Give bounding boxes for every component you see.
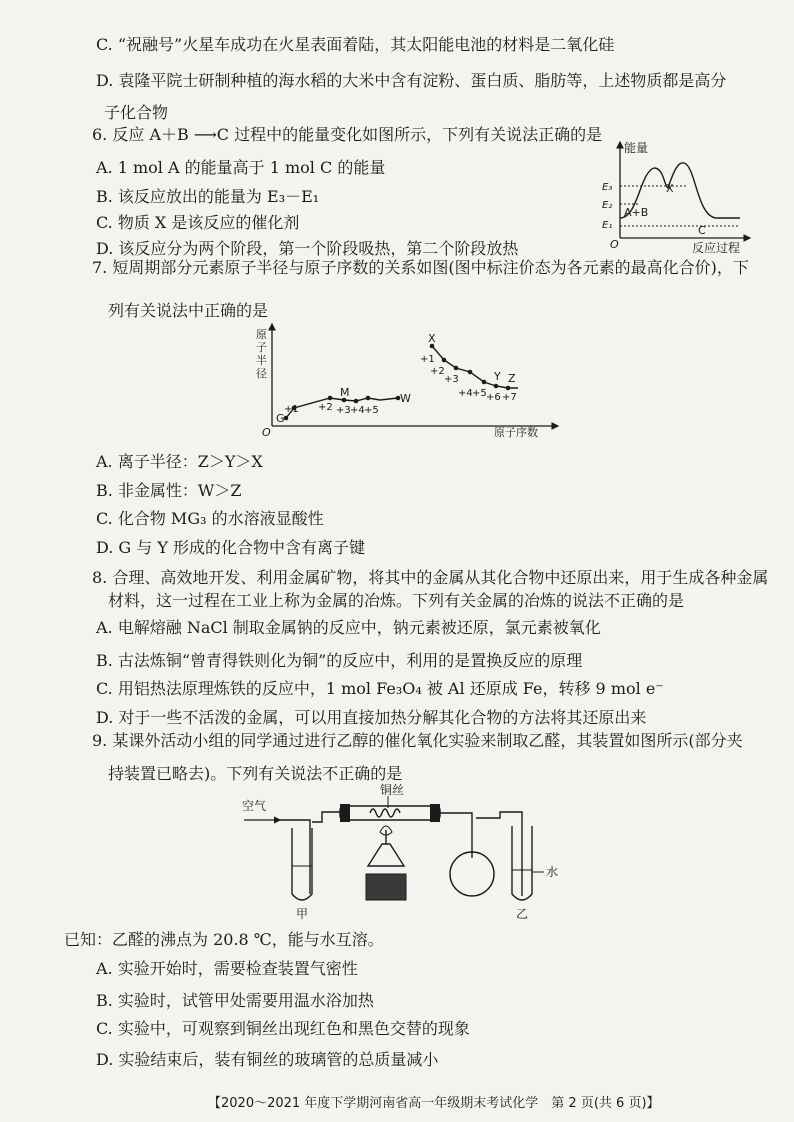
energy-ylabel: 能量 bbox=[624, 141, 649, 155]
q8-stem-cont: 材料，这一过程在工业上称为金属的冶炼。下列有关金属的冶炼的说法不正确的是 bbox=[108, 591, 685, 610]
radius-origin: O bbox=[262, 426, 271, 439]
flask-outlet bbox=[476, 812, 522, 896]
q6-option-b: B. 该反应放出的能量为 E₃－E₁ bbox=[96, 187, 320, 206]
q8-stem: 8. 合理、高效地开发、利用金属矿物，将其中的金属从其化合物中还原出来，用于生成各种金属 bbox=[92, 568, 769, 587]
label-x: X bbox=[428, 332, 436, 345]
q5-option-c: C. “祝融号”火星车成功在火星表面着陆，其太阳能电池的材料是二氧化硅 bbox=[96, 35, 615, 54]
lamp-block bbox=[366, 874, 406, 900]
label-z: Z bbox=[508, 372, 516, 385]
stopper-right bbox=[430, 804, 440, 822]
label-val-2: +2 bbox=[318, 402, 333, 413]
label-y: Y bbox=[494, 370, 501, 383]
point-m bbox=[354, 399, 359, 404]
c-label: C bbox=[698, 224, 706, 237]
label-val-5: +5 bbox=[364, 405, 379, 416]
point-z bbox=[506, 386, 511, 391]
q6-option-c: C. 物质 X 是该反应的催化剂 bbox=[96, 213, 300, 232]
e2-label: E₂ bbox=[602, 200, 613, 211]
label-val-4: +4 bbox=[350, 405, 365, 416]
q9-option-d: D. 实验结束后，装有铜丝的玻璃管的总质量减小 bbox=[96, 1050, 439, 1069]
alcohol-lamp bbox=[368, 844, 404, 866]
q9-option-c: C. 实验中，可观察到铜丝出现红色和黑色交替的现象 bbox=[96, 1019, 470, 1038]
label-val-g: +1 bbox=[284, 404, 299, 415]
radius-ylabel-4: 径 bbox=[256, 367, 267, 380]
test-tube-jia bbox=[292, 828, 312, 900]
label-jia: 甲 bbox=[296, 907, 309, 921]
label-val-x1: +1 bbox=[420, 354, 435, 365]
air-label: 空气 bbox=[242, 799, 267, 813]
radius-ylabel-2: 子 bbox=[256, 341, 267, 354]
point-y bbox=[494, 384, 499, 389]
glass-tube bbox=[340, 806, 440, 820]
inlet-tube bbox=[280, 820, 310, 894]
flask-inlet bbox=[440, 813, 472, 858]
q8-option-d: D. 对于一些不活泼的金属，可以用直接加热分解其化合物的方法将其还原出来 bbox=[96, 708, 647, 727]
e3-label: E₃ bbox=[602, 182, 613, 193]
label-val-x6: +6 bbox=[486, 392, 501, 403]
energy-origin: O bbox=[610, 238, 619, 251]
q9-option-b: B. 实验时，试管甲处需要用温水浴加热 bbox=[96, 991, 374, 1010]
point-period2-d bbox=[366, 396, 371, 401]
point-period2-b bbox=[328, 396, 333, 401]
copper-wire bbox=[370, 809, 400, 817]
q9-known: 已知：乙醛的沸点为 20.8 ℃，能与水互溶。 bbox=[64, 930, 384, 949]
radius-xlabel: 原子序数 bbox=[494, 426, 538, 439]
q8-option-a: A. 电解熔融 NaCl 制取金属钠的反应中，钠元素被还原，氯元素被氧化 bbox=[96, 618, 601, 637]
q7-stem-cont: 列有关说法中正确的是 bbox=[108, 301, 269, 320]
radius-ylabel-3: 半 bbox=[256, 354, 267, 367]
round-flask bbox=[450, 852, 494, 896]
q7-option-b: B. 非金属性：W＞Z bbox=[96, 481, 242, 500]
radius-chart bbox=[250, 322, 560, 442]
label-val-x7: +7 bbox=[502, 392, 517, 403]
energy-diagram bbox=[600, 138, 760, 258]
label-val-x5: +5 bbox=[472, 388, 487, 399]
q7-stem: 7. 短周期部分元素原子半径与原子序数的关系如图(图中标注价态为各元素的最高化合价)，下 bbox=[92, 258, 749, 277]
q7-option-c: C. 化合物 MG₃ 的水溶液显酸性 bbox=[96, 509, 324, 528]
energy-xlabel: 反应过程 bbox=[692, 241, 741, 255]
label-w: W bbox=[400, 392, 411, 405]
label-val-x2: +2 bbox=[430, 366, 445, 377]
label-yi: 乙 bbox=[516, 907, 529, 921]
q5-option-d: D. 袁隆平院士研制种植的海水稻的大米中含有淀粉、蛋白质、脂肪等，上述物质都是高分 bbox=[96, 71, 727, 90]
page-footer: 【2020～2021 年度下学期河南省高一年级期末考试化学 第 2 页(共 6 页)】 bbox=[208, 1096, 660, 1111]
stopper-left bbox=[340, 804, 350, 822]
radius-ylabel-1: 原 bbox=[256, 328, 267, 341]
label-m: M bbox=[340, 386, 350, 399]
point-period3-a bbox=[442, 358, 447, 363]
x-label: X bbox=[666, 182, 674, 195]
label-val-x3: +3 bbox=[444, 374, 459, 385]
q9-stem: 9. 某课外活动小组的同学通过进行乙醇的催化氧化实验来制取乙醛，其装置如图所示(部分夹 bbox=[92, 731, 743, 750]
e1-label: E₁ bbox=[602, 220, 613, 231]
water-label: 水 bbox=[546, 865, 559, 879]
q9-stem-cont: 持装置已略去)。下列有关说法不正确的是 bbox=[108, 764, 403, 783]
q5-option-d-cont: 子化合物 bbox=[104, 103, 169, 122]
point-period3-c bbox=[468, 370, 473, 375]
label-g: G bbox=[276, 412, 285, 425]
tube-jia-outlet bbox=[312, 812, 340, 822]
label-val-x4: +4 bbox=[458, 388, 473, 399]
label-val-3: +3 bbox=[336, 405, 351, 416]
point-period3-d bbox=[482, 380, 487, 385]
q6-stem: 6. 反应 A＋B ⟶C 过程中的能量变化如图所示，下列有关说法正确的是 bbox=[92, 125, 603, 144]
apparatus-diagram bbox=[240, 782, 570, 922]
point-period3-b bbox=[454, 366, 459, 371]
q6-option-d: D. 该反应分为两个阶段，第一个阶段吸热，第二个阶段放热 bbox=[96, 239, 519, 258]
q8-option-b: B. 古法炼铜“曾青得铁则化为铜”的反应中，利用的是置换反应的原理 bbox=[96, 651, 583, 670]
q9-option-a: A. 实验开始时，需要检查装置气密性 bbox=[96, 959, 358, 978]
q8-option-c: C. 用铝热法原理炼铁的反应中，1 mol Fe₃O₄ 被 Al 还原成 Fe，转移 9 mol e⁻ bbox=[96, 679, 664, 698]
q7-option-a: A. 离子半径：Z＞Y＞X bbox=[96, 452, 263, 471]
q6-option-a: A. 1 mol A 的能量高于 1 mol C 的能量 bbox=[96, 158, 386, 177]
q7-option-d: D. G 与 Y 形成的化合物中含有离子键 bbox=[96, 538, 366, 557]
copper-label: 铜丝 bbox=[380, 783, 405, 797]
ab-label: A+B bbox=[624, 206, 649, 219]
